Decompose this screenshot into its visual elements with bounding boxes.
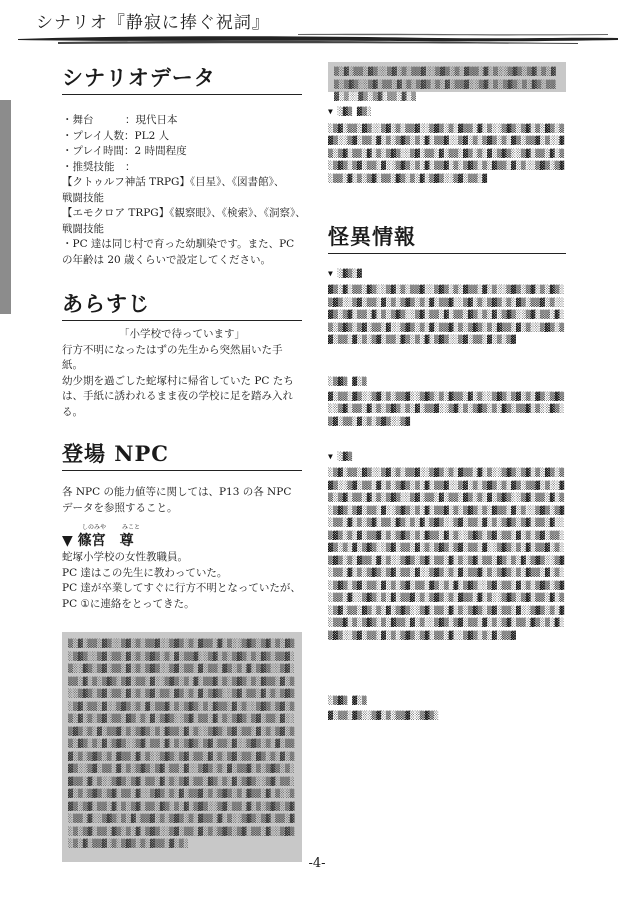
redacted-subheading: ░▒▓▒ ▓░▒ xyxy=(328,696,367,705)
side-tab xyxy=(0,100,11,314)
synopsis-quote: 「小学校で待っています」 xyxy=(119,328,245,340)
left-column xyxy=(62,62,306,862)
npc-name-ruby-given: みこと xyxy=(122,524,141,531)
synopsis-line: 行方不明になったはずの先生から突然届いた手 xyxy=(62,343,283,356)
npc-desc-line: PC 達はこの先生に教わっていた。 xyxy=(62,566,228,579)
scenario-data-line: 【クトゥルフ神話 TRPG】《目星》、《図書館》、 xyxy=(62,176,285,188)
redacted-subheading: ░▒▓▒ ▓░▒ xyxy=(328,377,367,386)
scenario-data-heading: シナリオデータ xyxy=(62,62,302,95)
synopsis-line: る。 xyxy=(62,405,83,418)
synopsis-line: は、手紙に誘われるまま夜の学校に足を踏み入れ xyxy=(62,390,293,402)
redacted-subsection xyxy=(328,106,566,187)
redacted-text-block: ▒░▓░▒▒░▓▒░░▒▓░▒░▒▒▓░░▒▓▒░▒░▓▒▒░▓░▒░░▒▓▒░▒▓░▒░▓▒░▒▓▒░░▒▓░▒▒░▓░▒░▒▓▒░▒░▓░▒▒▓░░▒▓░▒░▒▓▒░▒░▓▒░▒▒▓░▒░░▓▒░▒▓░▒▒░▓░▒░▒▓▒░░▒▓░▒▒░▓░▒▒░▓▒░▒░▓░▒▓▒░░▒▓░▒▒░▓░▒░▒▓▒░▒▓░▒▒░▓░░▒▓▒░▒░▓░▒▒▓░▒░▒▓▒░▒░▓▒▒░▓░▒░░▒▓▒░▒▓░▒▒░▓░▒░▒▓░▒▒░▓▒░▒░▓░▒▓▒░░▒▓░▒▒░▓░▒░▒▓▒░▒▓░▒▒░▓░░▒▓▒░▒░▓░▒▒▓░▒░▒▓▒░▒░▓▒▒░▓░▒░░▒▓▒░▒▓░▒▒░▓░▒░▒▓░▒▒░▓▒░▒░▓░▒▓▒░░▒▓░▒▒░▓░▒░▒▓▒░▒▓░▒▒░▓░░▒▓▒░▒░▓░▒▒▓░▒░▒▓▒░▒░▓▒▒░▓░▒░░▒▓▒░▒▓░▒▒░▓░▒░▒▓░▒▒░▓▒░▒░▓░▒▓▒░░▒▓░▒▒░▓░▒░▒▓▒░▒▓░▒▒░▓░░▒▓▒░▒░▓░▒▒▓░▒░▒▓▒░▒░▓▒▒░▓░▒░░▒▓▒░▒▓░▒▒░▓░▒░▒▓░▒▒░▓▒░▒░▓░▒▓▒░░▒▓░▒▒░▓░▒░▒▓▒░▒▓░▒▒░▓░░▒▓▒░▒░▓░▒▒▓░▒░▒▓▒░▒░▓▒▒░▓░▒░░▒▓▒░▒▓░▒▒░▓░▒░▒▓░▒▒░▓▒░▒░▓░▒▓▒░░▒▓░▒▒░▓░▒░▒▓▒░▒▓░▒▒░▓░░▒▓▒░▒░▓░▒▒▓░▒░▒▓▒░▒░▓▒▒░▓░▒░░▒▓▒░▒▓░▒▒░▓░▒░▒▓░▒▒░▓▒░▒░▓░▒▓▒░░▒▓░▒▒░▓░▒░▒▓▒░▒▓░▒▒░▓░░▒▓▒░▒░▓░▒▒▓░▒░▒▓▒░▒░▓▒▒░▓░▒░░▒▓▒░▒▓░▒▒░▓░▒░▒▓░▒▒░▓▒░▒░▓░▒▓▒░░▒▓░▒▒░▓░▒░▒▓▒░▒▓░▒▒░▓░░▒▓▒░▒░▓░▒▒▓░▒░▒▓▒░▒░▓▒▒░▓░▒░ xyxy=(68,639,295,848)
redacted-subsection xyxy=(328,268,566,359)
npc-desc-line: 蛇塚小学校の女性教職員。 xyxy=(62,551,188,563)
redacted-subheading: ▼ ░▓▒ ▓▒░ xyxy=(328,107,372,116)
redacted-text-block: ░▒▓░▒▒░▓▒░░▒▓░▒░▒▒▓░░▒▓▒░▒░▓▒▒░▓░▒░░▒▓▒░▒▓░▒░▓▒░▒▓▒░░▒▓░▒▒░▓░▒░▒▓▒░▒░▓░▒▒▓░░▒▓░▒░▒▓▒░▒░▓▒░▒▒▓░▒░░▓▒░▒▓░▒▒░▓░▒░▒▓▒░░▒▓░▒▒░▓░▒▒░▓▒░▒░▓░▒▓▒░░▒▓░▒▒░▓░▒░▒▓▒░▒▓░▒▒░▓░░▒▓▒░▒░▓░▒▒▓░▒░▒▓▒░▒░▓▒▒░▓░▒░░▒▓▒░▒▓░▒▒░▓░▒░▒▓░▒▒░▓▒░▒░▓░▒▓▒░░▒▓░▒▒░▓ xyxy=(328,123,565,183)
npc-desc-line: PC 達が卒業してすぐに行方不明となっていたが、 xyxy=(62,582,301,594)
redacted-gray-box xyxy=(62,632,302,862)
scenario-data-line: ・PC 達は同じ村で育った幼馴染です。また、PC xyxy=(62,238,295,250)
scenario-data-line: 戦闘技能 xyxy=(62,222,104,235)
redacted-subheading: ▼ ░▓▒░▓ xyxy=(328,268,362,278)
npc-heading: 登場 NPC xyxy=(62,438,302,471)
redacted-text-block: ▓▒░▓░▒▒░▓▒░░▒▓░▒░▒▒▓░░▒▓▒░▒░▓▒▒░▓░▒░░▒▓▒░▒▓░▒░▓▒░▒▓▒░░▒▓░▒▒░▓░▒░▒▓▒░▒░▓░▒▒▓░░▒▓░▒░▒▓▒░▒░▓▒░▒▒▓░▒░░▓▒░▒▓░▒▒░▓░▒░▒▓▒░░▒▓░▒▒░▓░▒▒░▓▒░▒░▓░▒▓▒░░▒▓░▒▒░▓░▒░▒▓▒░▒▓░▒▒░▓░░▒▓▒░▒░▓░▒▒▓░▒░▒▓▒░▒░▓▒▒░▓░▒░░▒▓▒░▒▓░▒▒░▓░▒░▒▓░▒▒░▓▒░▒░▓░▒▓▒░░▒▓░▒▒░▓░▒░▒▓ xyxy=(328,285,565,344)
npc-desc-line: PC ①に連絡をとってきた。 xyxy=(62,597,195,610)
scenario-data-line: ・プレイ人数：PL2 人 xyxy=(62,129,170,142)
npc-intro-line: データを参照すること。 xyxy=(62,501,178,514)
synopsis-heading: あらすじ xyxy=(62,288,302,321)
npc-name xyxy=(62,524,302,550)
redacted-subsection xyxy=(328,376,566,429)
redacted-gray-box-top xyxy=(328,62,566,101)
header-title: シナリオ『静寂に捧ぐ祝詞』 xyxy=(36,13,270,33)
npc-intro-line: 各 NPC の能力値等に関しては、P13 の各 NPC xyxy=(62,486,292,498)
npc-name-text: 篠宮 尊 xyxy=(77,533,134,549)
scenario-data-line: 戦闘技能 xyxy=(62,191,104,204)
page-number: -4- xyxy=(308,856,326,871)
scenario-data-line: ・推奨技能 ： xyxy=(62,160,136,173)
redacted-subsection xyxy=(328,451,566,674)
redacted-text-block: ▓░▒▒░▓▒░░▒▓░▒░▒▒▓░░▒▓▒░ xyxy=(328,710,439,720)
scenario-data-line: ・プレイ時間：2 時間程度 xyxy=(62,145,187,157)
npc-name-ruby-surname: しのみや xyxy=(82,524,107,531)
redacted-subheading: ▼ ░▓▒ xyxy=(328,451,353,461)
kaii-heading: 怪異情報 xyxy=(328,221,566,254)
redacted-text-block: ▓░▒▒░▓▒░░▒▓░▒░▒▒▓░░▒▓▒░▒░▓▒▒░▓░▒░░▒▓▒░▒▓░▒░▓▒░▒▓▒░░▒▓░▒▒░▓░▒░▒▓▒░▒░▓░▒▒▓░░▒▓░▒░▒▓▒░▒░▓▒░▒▒▓░▒░░▓▒░▒▓░▒▒░▓░▒░▒▓▒░░▒▓ xyxy=(328,391,565,426)
synopsis-line: 紙。 xyxy=(62,359,83,371)
right-column xyxy=(328,62,566,724)
triangle-down-icon: ▼ xyxy=(62,533,73,549)
synopsis-line: 幼少期を過ごした蛇塚村に帰省していた PC たち xyxy=(62,374,294,387)
scenario-data-list xyxy=(62,113,306,268)
brush-stroke-divider xyxy=(18,32,618,46)
redacted-text-block: ▒░▓░▒▒░▓▒░░▒▓░▒░▒▒▓░░▒▓▒░▒░▓▒▒░▓░▒░░▒▓▒░▒▓░▒░▓▒░▒▓▒░░▒▓░▒▒░▓░▒░▒▓▒░▒░▓░▒▒▓░░▒▓░▒░▒▓▒░▒░▓▒░▒▒▓░▒░░▓▒░▒▓░▒▒░▓░▒ xyxy=(334,67,556,101)
scenario-data-line: 【エモクロア TRPG】《観察眼》、《検索》、《洞察》、 xyxy=(62,207,306,219)
scenario-data-line: ・舞台 ：現代日本 xyxy=(62,114,178,126)
redacted-text-block: ░▒▓░▒▒░▓▒░░▒▓░▒░▒▒▓░░▒▓▒░▒░▓▒▒░▓░▒░░▒▓▒░▒▓░▒░▓▒░▒▓▒░░▒▓░▒▒░▓░▒░▒▓▒░▒░▓░▒▒▓░░▒▓░▒░▒▓▒░▒░▓▒░▒▒▓░▒░░▓▒░▒▓░▒▒░▓░▒░▒▓▒░░▒▓░▒▒░▓░▒▒░▓▒░▒░▓░▒▓▒░░▒▓░▒▒░▓░▒░▒▓▒░▒▓░▒▒░▓░░▒▓▒░▒░▓░▒▒▓░▒░▒▓▒░▒░▓▒▒░▓░▒░░▒▓▒░▒▓░▒▒░▓░▒░▒▓░▒▒░▓▒░▒░▓░▒▓▒░░▒▓░▒▒░▓░▒░▒▓▒░▒▓░▒▒░▓░░▒▓▒░▒░▓░▒▒▓░▒░▒▓▒░▒░▓▒▒░▓░▒░░▒▓▒░▒▓░▒▒░▓░▒░▒▓░▒▒░▓▒░▒░▓░▒▓▒░░▒▓░▒▒░▓░▒░▒▓▒░▒▓░▒▒░▓░░▒▓▒░▒░▓░▒▒▓░▒░▒▓▒░▒░▓▒▒░▓░▒░░▒▓▒░▒▓░▒▒░▓░▒░▒▓░▒▒░▓▒░▒░▓░▒▓▒░░▒▓░▒▒░▓░▒░▒▓▒░▒▓░▒▒░▓░░▒▓▒░▒░▓░▒▒▓░▒░▒▓▒░▒░▓▒▒░▓░▒░░▒▓▒░▒▓░▒▒░▓░▒░▒▓░▒▒░▓▒░▒░▓░▒▓▒░░▒▓░▒▒░▓░▒░▒▓▒░▒▓░▒▒░▓░░▒▓▒░▒░▓░▒▒▓░▒░▒▓▒░▒░▓▒▒░▓░▒░░▒▓▒░▒▓░▒▒░▓░▒░▒▓░▒▒░▓▒░▒░▓░▒▓▒░░▒▓░▒▒░▓░▒░▒▓▒░▒▓░▒▒░▓░░▒▓▒░▒░▓░▒▒▓░▒░▒▓▒░▒░▓▒▒░▓░▒░░▒▓▒░▒▓░▒▒░▓░▒░▒▓░▒▒░▓▒░▒░▓░▒▓▒░░▒▓░▒▒░▓░▒░▒▓▒░▒▓░▒▒░▓░░▒▓▒░▒░▓░▒▒▓ xyxy=(328,468,565,640)
scenario-data-line: の年齢は 20 歳くらいで設定してください。 xyxy=(62,253,272,266)
redacted-subsection xyxy=(328,695,566,724)
